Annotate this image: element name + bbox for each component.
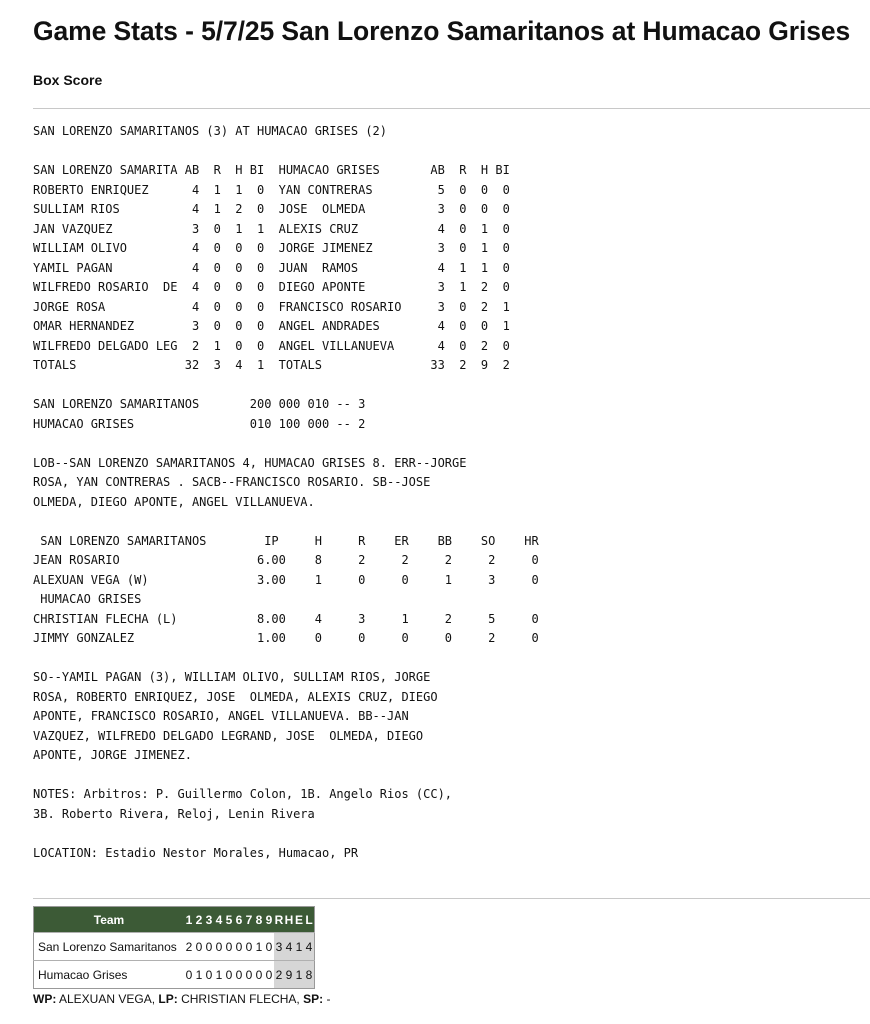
linescore-header-2: 2 bbox=[194, 907, 204, 933]
top-divider bbox=[33, 108, 870, 109]
lp-value: CHRISTIAN FLECHA, bbox=[181, 992, 300, 1006]
box-score-line: WILFREDO ROSARIO DE 4 0 0 0 DIEGO APONTE 3 1 2 0 bbox=[33, 280, 510, 294]
linescore-inning-cell: 0 bbox=[234, 961, 244, 989]
linescore-header-1: 1 bbox=[184, 907, 194, 933]
linescore-header-3: 3 bbox=[204, 907, 214, 933]
bottom-divider bbox=[33, 898, 870, 899]
linescore-inning-cell: 0 bbox=[184, 961, 194, 989]
linescore-inning-cell: 0 bbox=[264, 933, 274, 961]
linescore-inning-cell: 0 bbox=[194, 933, 204, 961]
linescore-team-name: San Lorenzo Samaritanos bbox=[34, 933, 185, 961]
linescore-header-9: 9 bbox=[264, 907, 274, 933]
box-score-line: LOCATION: Estadio Nestor Morales, Humacao, PR bbox=[33, 845, 359, 860]
linescore-total-cell: 4 bbox=[284, 933, 294, 961]
linescore-header-team: Team bbox=[34, 907, 185, 933]
box-score-heading: Box Score bbox=[33, 72, 103, 88]
box-score-text bbox=[33, 122, 539, 863]
wp-value: ALEXUAN VEGA, bbox=[59, 992, 156, 1006]
linescore-header-7: 7 bbox=[244, 907, 254, 933]
box-score-line: SAN LORENZO SAMARITA AB R H BI HUMACAO GRISES AB R H BI bbox=[33, 163, 510, 177]
box-score-line: OMAR HERNANDEZ 3 0 0 0 ANGEL ANDRADES 4 0 0 1 bbox=[33, 319, 510, 333]
linescore-header-l: L bbox=[304, 907, 315, 933]
linescore-total-cell: 4 bbox=[304, 933, 315, 961]
box-score-line: JAN VAZQUEZ 3 0 1 1 ALEXIS CRUZ 4 0 1 0 bbox=[33, 221, 510, 236]
linescore-total-cell: 9 bbox=[284, 961, 294, 989]
box-score-line: WILFREDO DELGADO LEG 2 1 0 0 ANGEL VILLANUEVA 4 0 2 0 bbox=[33, 338, 510, 353]
pitcher-decisions bbox=[33, 992, 330, 1006]
linescore-header-r: R bbox=[274, 907, 284, 933]
box-score-line: ALEXUAN VEGA (W) 3.00 1 0 0 1 3 0 bbox=[33, 572, 539, 587]
linescore-inning-cell: 0 bbox=[234, 933, 244, 961]
lp-label: LP: bbox=[158, 992, 178, 1006]
box-score-line: ROSA, ROBERTO ENRIQUEZ, JOSE OLMEDA, ALEXIS CRUZ, DIEGO bbox=[33, 689, 438, 704]
box-score-line: APONTE, FRANCISCO ROSARIO, ANGEL VILLANUEVA. BB--JAN bbox=[33, 709, 409, 723]
linescore-row bbox=[34, 933, 315, 961]
box-score-line: NOTES: Arbitros: P. Guillermo Colon, 1B. Angelo Rios (CC), bbox=[33, 787, 453, 801]
linescore-total-cell: 8 bbox=[304, 961, 315, 989]
linescore-header-5: 5 bbox=[224, 907, 234, 933]
box-score-line: SAN LORENZO SAMARITANOS 200 000 010 -- 3 bbox=[33, 397, 366, 411]
page-title: Game Stats - 5/7/25 San Lorenzo Samaritanos at Humacao Grises bbox=[33, 16, 851, 46]
box-score-line: JORGE ROSA 4 0 0 0 FRANCISCO ROSARIO 3 0 2 1 bbox=[33, 299, 510, 314]
linescore-inning-cell: 1 bbox=[254, 933, 264, 961]
box-score-line: TOTALS 32 3 4 1 TOTALS 33 2 9 2 bbox=[33, 358, 510, 372]
linescore-inning-cell: 2 bbox=[184, 933, 194, 961]
box-score-line: WILLIAM OLIVO 4 0 0 0 JORGE JIMENEZ 3 0 1 0 bbox=[33, 241, 510, 255]
linescore-header-row bbox=[34, 907, 315, 933]
sp-label: SP: bbox=[303, 992, 324, 1006]
box-score-line: ROSA, YAN CONTRERAS . SACB--FRANCISCO ROSARIO. SB--JOSE bbox=[33, 475, 431, 489]
linescore-header-8: 8 bbox=[254, 907, 264, 933]
linescore-inning-cell: 0 bbox=[254, 961, 264, 989]
linescore-total-cell: 3 bbox=[274, 933, 284, 961]
box-score-line: SAN LORENZO SAMARITANOS (3) AT HUMACAO GRISES (2) bbox=[33, 124, 388, 138]
linescore-inning-cell: 0 bbox=[244, 933, 254, 961]
linescore-header-6: 6 bbox=[234, 907, 244, 933]
linescore-header-e: E bbox=[294, 907, 304, 933]
box-score-line: CHRISTIAN FLECHA (L) 8.00 4 3 1 2 5 0 bbox=[33, 611, 539, 626]
linescore-inning-cell: 0 bbox=[204, 933, 214, 961]
box-score-line: 3B. Roberto Rivera, Reloj, Lenin Rivera bbox=[33, 806, 315, 821]
wp-label: WP: bbox=[33, 992, 57, 1006]
box-score-line: OLMEDA, DIEGO APONTE, ANGEL VILLANUEVA. bbox=[33, 494, 315, 509]
linescore-inning-cell: 1 bbox=[194, 961, 204, 989]
linescore-inning-cell: 1 bbox=[214, 961, 224, 989]
box-score-line: SULLIAM RIOS 4 1 2 0 JOSE OLMEDA 3 0 0 0 bbox=[33, 202, 510, 216]
box-score-line: VAZQUEZ, WILFREDO DELGADO LEGRAND, JOSE OLMEDA, DIEGO bbox=[33, 728, 424, 743]
box-score-line: ROBERTO ENRIQUEZ 4 1 1 0 YAN CONTRERAS 5 0 0 0 bbox=[33, 182, 510, 197]
box-score-line: SAN LORENZO SAMARITANOS IP H R ER BB SO HR bbox=[33, 533, 539, 548]
box-score-line: JIMMY GONZALEZ 1.00 0 0 0 0 2 0 bbox=[33, 631, 539, 645]
linescore-inning-cell: 0 bbox=[204, 961, 214, 989]
linescore-inning-cell: 0 bbox=[244, 961, 254, 989]
linescore-header-h: H bbox=[284, 907, 294, 933]
linescore-total-cell: 2 bbox=[274, 961, 284, 989]
linescore-inning-cell: 0 bbox=[224, 933, 234, 961]
box-score-line: HUMACAO GRISES 010 100 000 -- 2 bbox=[33, 416, 366, 431]
linescore-inning-cell: 0 bbox=[224, 961, 234, 989]
linescore-table bbox=[33, 906, 315, 989]
linescore-inning-cell: 0 bbox=[214, 933, 224, 961]
linescore-total-cell: 1 bbox=[294, 933, 304, 961]
linescore-team-name: Humacao Grises bbox=[34, 961, 185, 989]
linescore-row bbox=[34, 961, 315, 989]
box-score-line: SO--YAMIL PAGAN (3), WILLIAM OLIVO, SULLIAM RIOS, JORGE bbox=[33, 670, 431, 684]
sp-value: - bbox=[326, 992, 331, 1006]
box-score-line: LOB--SAN LORENZO SAMARITANOS 4, HUMACAO GRISES 8. ERR--JORGE bbox=[33, 455, 467, 470]
box-score-line: APONTE, JORGE JIMENEZ. bbox=[33, 748, 192, 762]
box-score-line: YAMIL PAGAN 4 0 0 0 JUAN RAMOS 4 1 1 0 bbox=[33, 260, 510, 275]
box-score-line: HUMACAO GRISES bbox=[33, 592, 142, 606]
linescore-inning-cell: 0 bbox=[264, 961, 274, 989]
linescore-header-4: 4 bbox=[214, 907, 224, 933]
box-score-line: JEAN ROSARIO 6.00 8 2 2 2 2 0 bbox=[33, 553, 539, 567]
linescore-total-cell: 1 bbox=[294, 961, 304, 989]
